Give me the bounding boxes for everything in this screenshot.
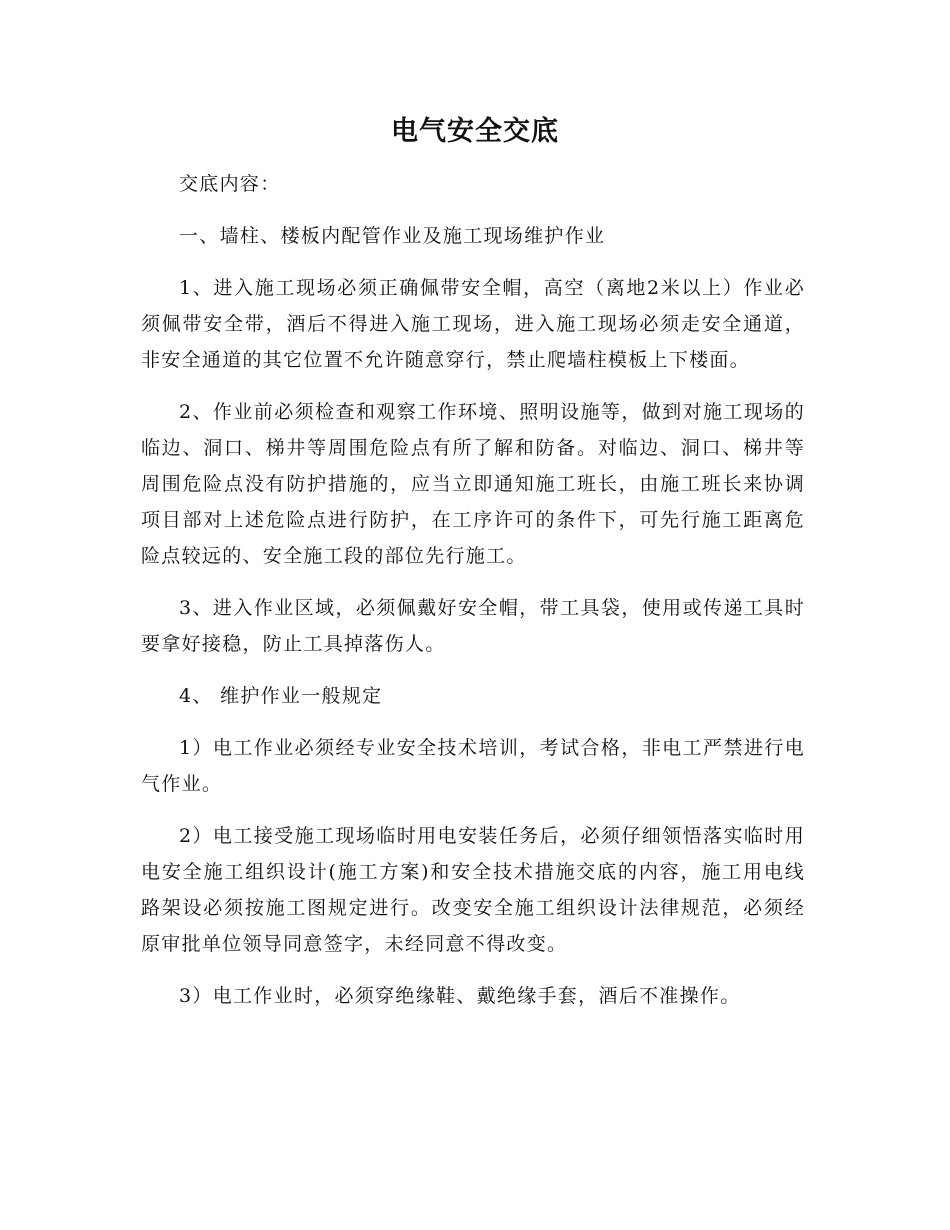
paragraph-rule-3: 3）电工作业时，必须穿绝缘鞋、戴绝缘手套，酒后不准操作。 <box>179 985 741 1007</box>
paragraph-item-2: 2、作业前必须检查和观察工作环境、照明设施等，做到对施工现场的临边、洞口、梯井等周围危险点有所了解和防备。对临边、洞口、梯井等周围危险点没有防护措施的，应当立即通知施工班长，由施工班长来协调项目部对上述危险点进行防护，在工序许可的条件下，可先行施工距离危险点较远的、安全施工段的部位先行施工。 <box>141 401 805 567</box>
paragraph-rule-1: 1）电工作业必须经专业安全技术培训，考试合格，非电工严禁进行电气作业。 <box>141 737 805 795</box>
paragraph-item-1: 1、进入施工现场必须正确佩带安全帽，高空（离地2米以上）作业必须佩带安全带，酒后不得进入施工现场，进入施工现场必须走安全通道，非安全通道的其它位置不允许随意穿行，禁止爬墙柱模板上下楼面。 <box>141 277 805 371</box>
paragraph-intro: 交底内容： <box>179 173 281 195</box>
document-title: 电气安全交底 <box>391 116 559 147</box>
paragraph-item-4-heading: 4、 维护作业一般规定 <box>179 685 383 707</box>
paragraph-section-1-heading: 一、墙柱、楼板内配管作业及施工现场维护作业 <box>179 225 606 247</box>
paragraph-rule-2: 2）电工接受施工现场临时用电安装任务后，必须仔细领悟落实临时用电安全施工组织设计(施工方案)和安全技术措施交底的内容，施工用电线路架设必须按施工图规定进行。改变安全施工组织设计法律规范，必须经原审批单位领导同意签字，未经同意不得改变。 <box>141 825 805 955</box>
document-body <box>141 166 805 1014</box>
paragraph-item-3: 3、进入作业区域，必须佩戴好安全帽，带工具袋，使用或传递工具时要拿好接稳，防止工具掉落伤人。 <box>141 597 805 655</box>
